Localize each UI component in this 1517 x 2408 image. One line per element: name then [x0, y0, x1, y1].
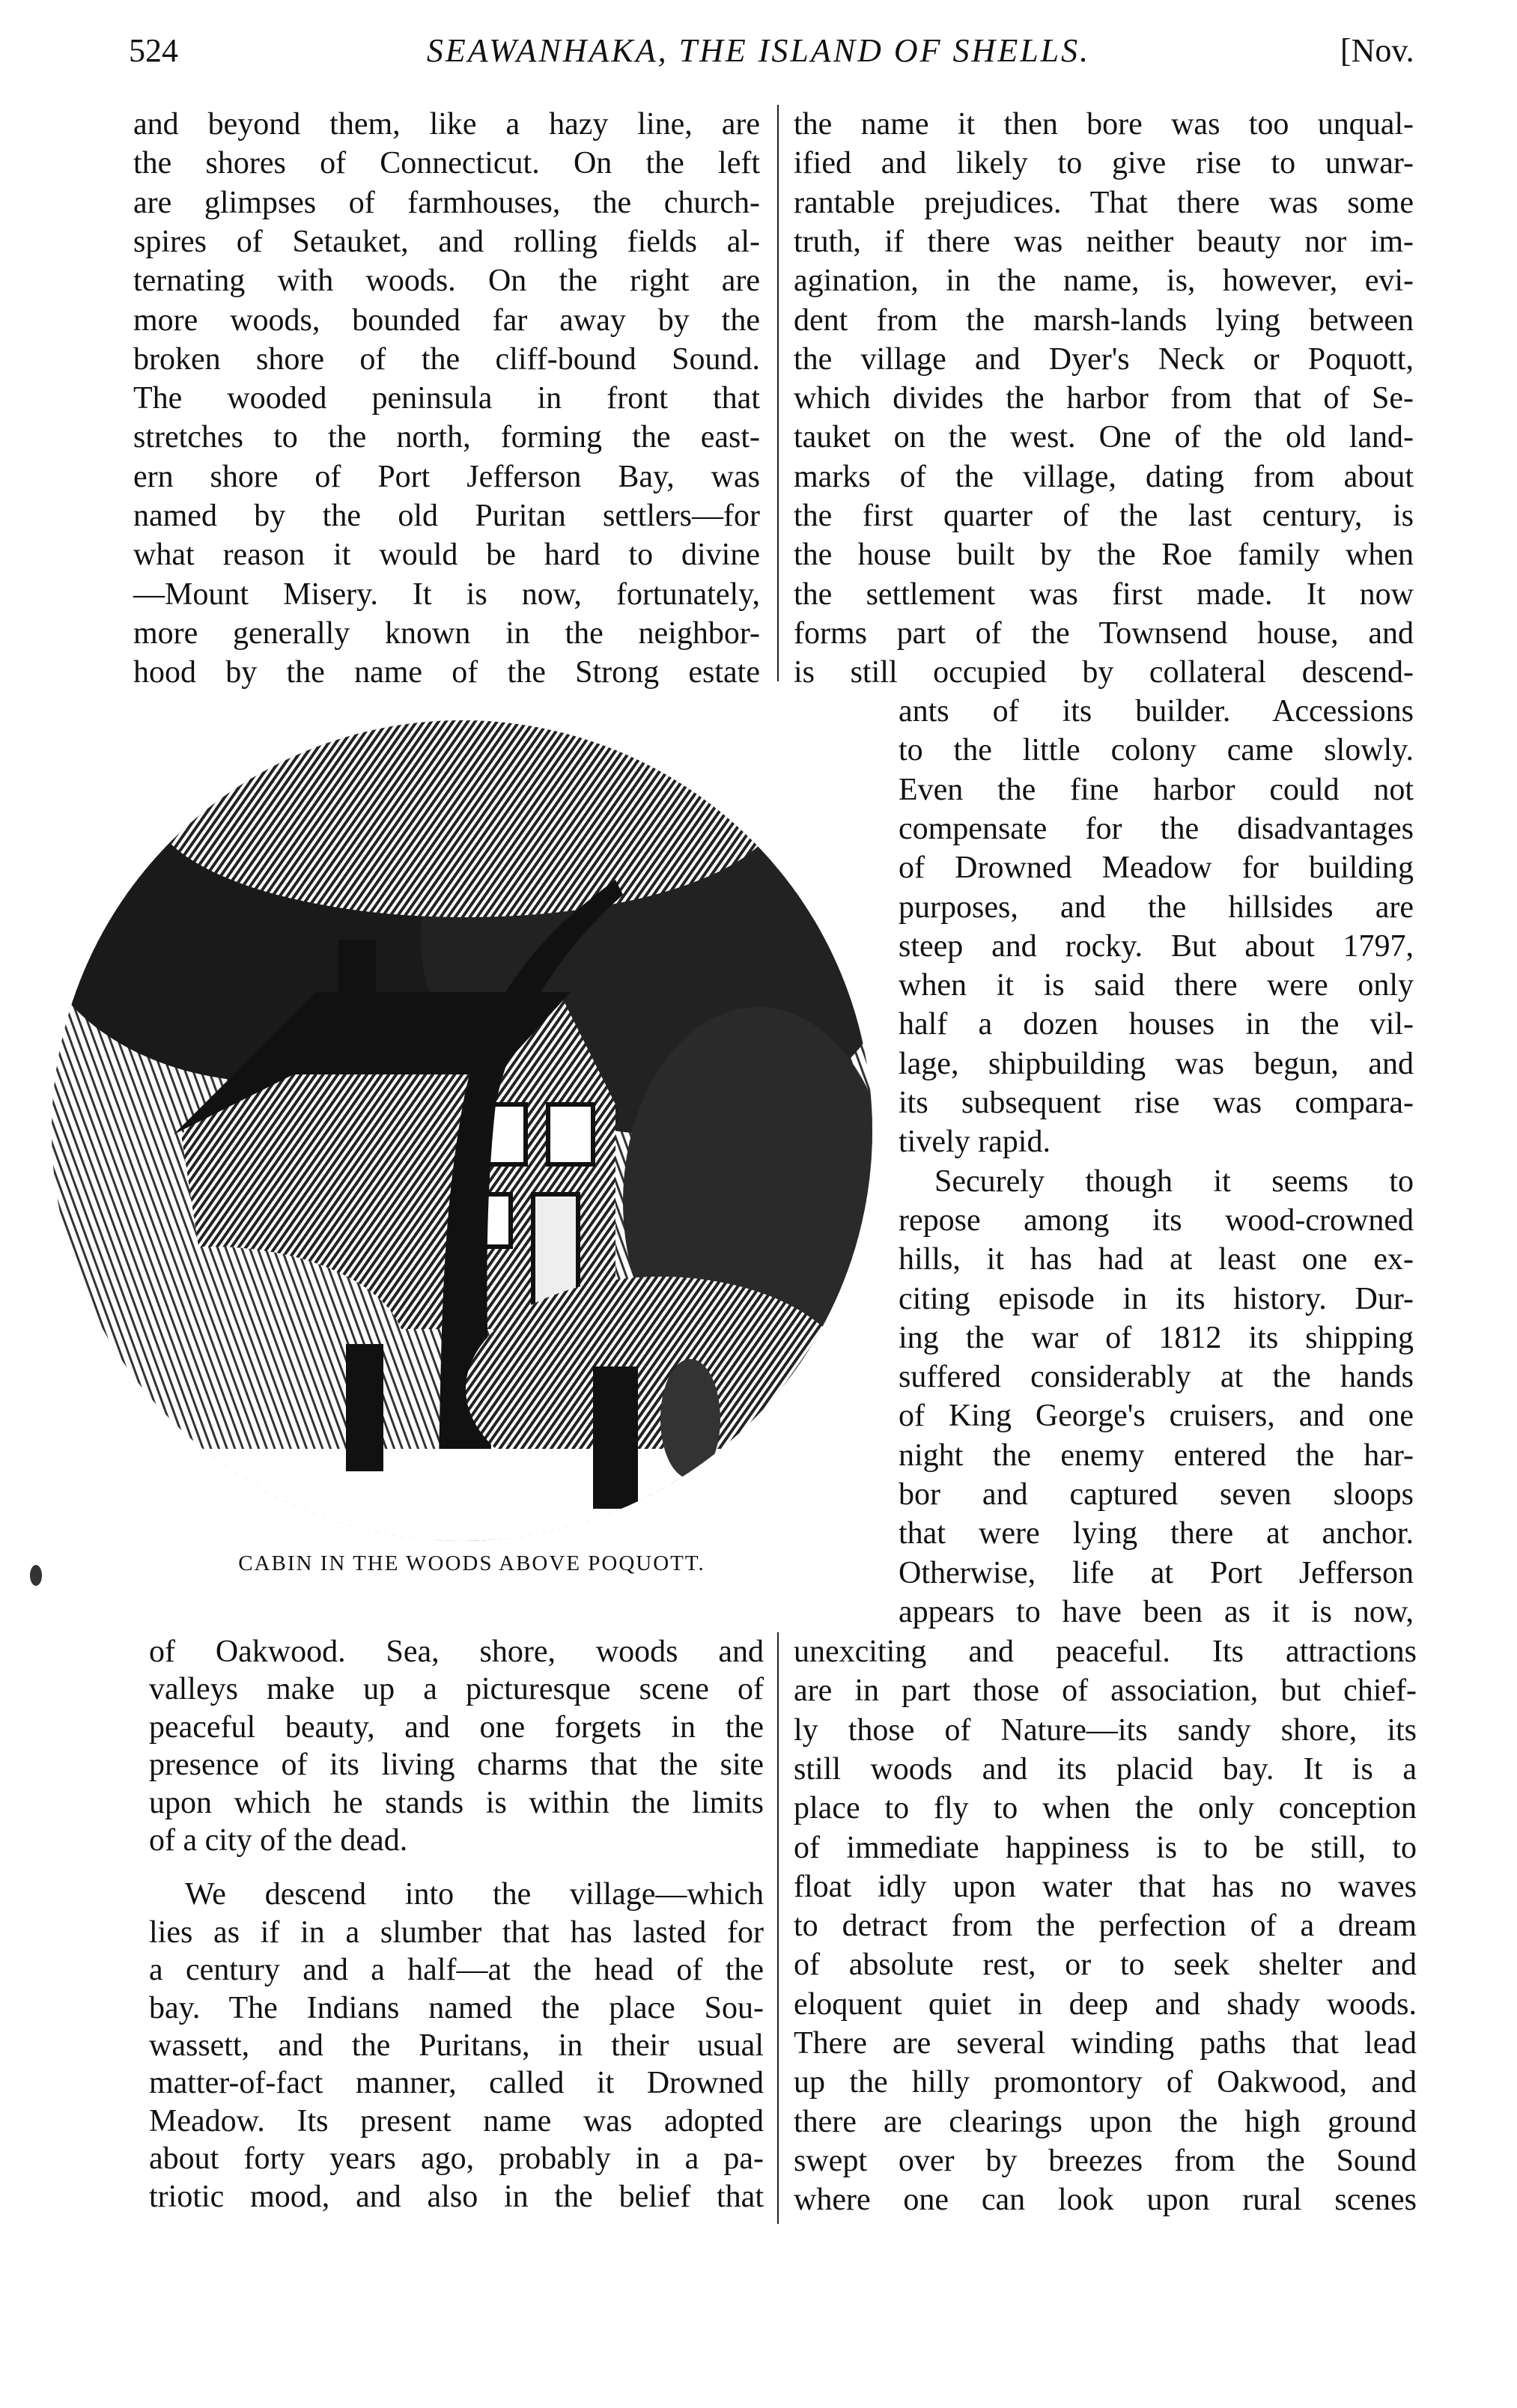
- text-line: the name it then bore was too unqual-: [794, 107, 1414, 142]
- text-line: tauket on the west. One of the old land-: [794, 420, 1414, 455]
- text-line: to the little colony came slowly.: [899, 733, 1414, 768]
- text-line: night the enemy entered the har-: [899, 1438, 1414, 1473]
- text-line: float idly upon water that has no waves: [794, 1869, 1417, 1904]
- text-line: eloquent quiet in deep and shady woods.: [794, 1986, 1417, 2022]
- text-line: about forty years ago, probably in a pa-: [149, 2141, 764, 2177]
- text-line: the shores of Connecticut. On the left: [133, 146, 760, 181]
- column-rule-bottom: [777, 1632, 779, 2224]
- text-line: of immediate happiness is to be still, to: [794, 1830, 1417, 1865]
- text-line: the village and Dyer's Neck or Poquott,: [794, 341, 1414, 377]
- text-line: purposes, and the hillsides are: [899, 890, 1414, 925]
- text-line: which divides the harbor from that of Se-: [794, 381, 1414, 416]
- text-line: a century and a half—at the head of the: [149, 1953, 764, 1988]
- text-line: more generally known in the neighbor-: [133, 615, 760, 651]
- text-line: suffered considerably at the hands: [899, 1360, 1414, 1395]
- text-line: lage, shipbuilding was begun, and: [899, 1046, 1414, 1081]
- text-line: spires of Setauket, and rolling fields al-: [133, 224, 760, 259]
- text-line: valleys make up a picturesque scene of: [149, 1672, 764, 1707]
- text-line: upon which he stands is within the limits: [149, 1785, 764, 1820]
- text-line: when it is said there were only: [899, 968, 1414, 1003]
- text-line: the settlement was first made. It now: [794, 577, 1414, 612]
- text-line: of a city of the dead.: [149, 1823, 408, 1858]
- column-rule-top: [777, 105, 779, 681]
- text-line: still woods and its placid bay. It is a: [794, 1751, 1417, 1787]
- text-line: of absolute rest, or to seek shelter and: [794, 1948, 1417, 1983]
- text-line: named by the old Puritan settlers—for: [133, 499, 760, 533]
- text-line: repose among its wood-crowned: [899, 1203, 1414, 1238]
- text-line: and beyond them, like a hazy line, are: [133, 107, 760, 142]
- issue-month: [Nov.: [1340, 32, 1414, 69]
- text-line: ified and likely to give rise to unwar-: [794, 146, 1414, 181]
- text-line: there are clearings upon the high ground: [794, 2104, 1417, 2139]
- text-line: truth, if there was neither beauty nor im-: [794, 224, 1414, 259]
- cabin-illustration: [46, 715, 878, 1546]
- text-line: presence of its living charms that the site: [149, 1748, 764, 1783]
- text-line: is still occupied by collateral descend-: [794, 655, 1414, 690]
- running-title: SEAWANHAKA, THE ISLAND OF SHELLS.: [426, 32, 1091, 69]
- page-number: 524: [129, 32, 178, 69]
- text-line: stretches to the north, forming the east-: [133, 420, 760, 455]
- text-line: dent from the marsh-lands lying between: [794, 302, 1414, 338]
- text-line: —Mount Misery. It is now, fortunately,: [133, 577, 760, 612]
- text-line: lies as if in a slumber that has lasted for: [149, 1915, 764, 1950]
- text-line: Securely though it seems to: [934, 1164, 1414, 1199]
- text-line: The wooded peninsula in front that: [133, 381, 760, 416]
- text-line: forms part of the Townsend house, and: [794, 615, 1414, 651]
- text-line: its subsequent rise was compara-: [899, 1086, 1414, 1120]
- text-line: Otherwise, life at Port Jefferson: [899, 1555, 1414, 1590]
- text-line: ternating with woods. On the right are: [133, 264, 760, 299]
- text-line: peaceful beauty, and one forgets in the: [149, 1709, 764, 1745]
- text-line: of Drowned Meadow for building: [899, 851, 1414, 886]
- text-line: tively rapid.: [899, 1125, 1051, 1160]
- text-line: wassett, and the Puritans, in their usual: [149, 2028, 764, 2063]
- text-line: bay. The Indians named the place Sou-: [149, 1990, 764, 2025]
- text-line: hood by the name of the Strong estate: [133, 655, 760, 690]
- illustration-caption: CABIN IN THE WOODS ABOVE POQUOTT.: [238, 1551, 705, 1575]
- text-line: half a dozen houses in the vil-: [899, 1007, 1414, 1042]
- text-line: appears to have been as it is now,: [899, 1594, 1414, 1629]
- text-line: bor and captured seven sloops: [899, 1477, 1414, 1512]
- text-line: place to fly to when the only conception: [794, 1791, 1417, 1826]
- text-line: are glimpses of farmhouses, the church-: [133, 185, 760, 220]
- text-line: marks of the village, dating from about: [794, 459, 1414, 494]
- text-line: unexciting and peaceful. Its attractions: [794, 1635, 1417, 1669]
- text-line: ing the war of 1812 its shipping: [899, 1320, 1414, 1355]
- text-line: matter-of-fact manner, called it Drowned: [149, 2066, 764, 2101]
- text-line: We descend into the village—which: [185, 1877, 764, 1912]
- text-line: hills, it has had at least one ex-: [899, 1242, 1414, 1277]
- text-line: There are several winding paths that lead: [794, 2026, 1417, 2061]
- text-line: rantable prejudices. That there was some: [794, 185, 1414, 220]
- text-line: where one can look upon rural scenes: [794, 2183, 1417, 2218]
- text-line: ern shore of Port Jefferson Bay, was: [133, 459, 760, 494]
- text-line: ants of its builder. Accessions: [899, 694, 1414, 729]
- text-line: broken shore of the cliff-bound Sound.: [133, 341, 760, 377]
- text-line: that were lying there at anchor.: [899, 1516, 1414, 1551]
- text-line: swept over by breezes from the Sound: [794, 2143, 1417, 2178]
- text-line: the first quarter of the last century, is: [794, 499, 1414, 533]
- text-line: agination, in the name, is, however, evi-: [794, 264, 1414, 299]
- text-line: compensate for the disadvantages: [899, 811, 1414, 846]
- text-line: citing episode in its history. Dur-: [899, 1281, 1414, 1316]
- text-line: up the hilly promontory of Oakwood, and: [794, 2065, 1417, 2100]
- text-line: of Oakwood. Sea, shore, woods and: [149, 1635, 764, 1669]
- text-line: the house built by the Roe family when: [794, 538, 1414, 573]
- text-line: of King George's cruisers, and one: [899, 1399, 1414, 1434]
- text-line: more woods, bounded far away by the: [133, 302, 760, 338]
- text-line: steep and rocky. But about 1797,: [899, 928, 1414, 964]
- text-line: triotic mood, and also in the belief that: [149, 2179, 764, 2214]
- text-line: ly those of Nature—its sandy shore, its: [794, 1712, 1417, 1748]
- text-line: are in part those of association, but chief-: [794, 1673, 1417, 1709]
- text-line: Even the fine harbor could not: [899, 772, 1414, 807]
- text-line: what reason it would be hard to divine: [133, 538, 760, 573]
- text-line: Meadow. Its present name was adopted: [149, 2103, 764, 2138]
- text-line: to detract from the perfection of a dream: [794, 1909, 1417, 1944]
- ink-blot: [30, 1565, 42, 1586]
